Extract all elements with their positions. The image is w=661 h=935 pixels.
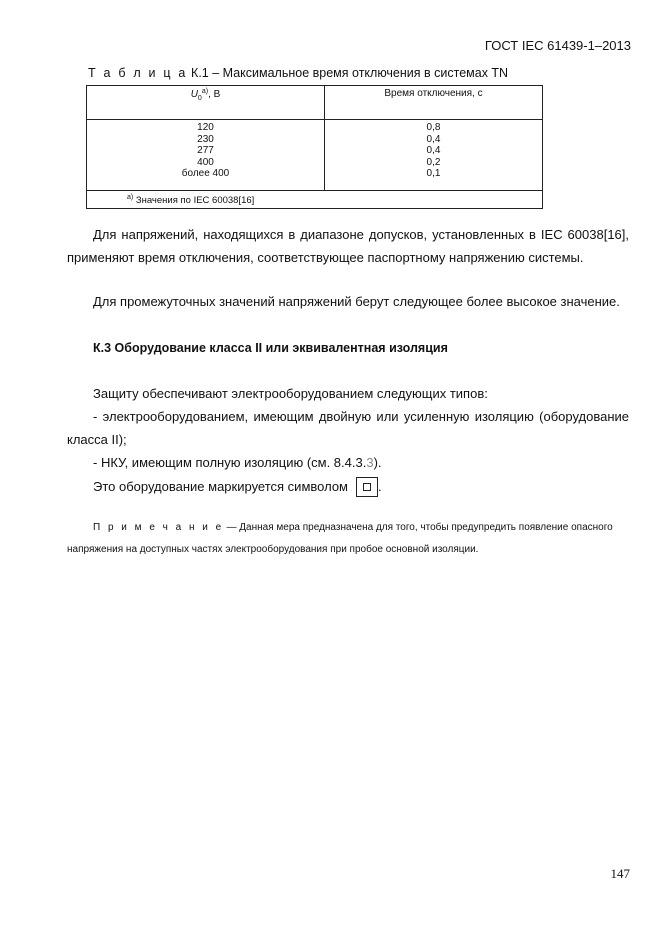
time-values: 0,8 0,4 0,4 0,2 0,1 [325,120,543,191]
disconnection-time-table [86,85,543,209]
table-caption [88,66,508,80]
table-header-time: Время отключения, с [325,86,543,120]
note-label: П р и м е ч а н и е [93,522,224,533]
body-line-protection: Защиту обеспечивают электрооборудованием следующих типов: [93,386,488,401]
body-line-symbol: Это оборудование маркируется символом . [67,476,629,499]
class-ii-symbol-icon [356,477,378,497]
table-footnote-row [87,191,543,209]
body-line-nku: - НКУ, имеющим полную изоляцию (см. 8.4.3.3). [93,455,382,470]
body-line-class2: - электрооборудованием, имеющим двойную или усиленную изоляцию (оборудование класса II); [67,409,629,447]
note [67,517,629,561]
voltage-values: 120 230 277 400 более 400 [87,120,325,191]
page-number: 147 [610,866,630,881]
table-caption-text: К.1 – Максимальное время отключения в системах TN [187,66,509,80]
document-header: ГОСТ IEC 61439-1–2013 [484,38,631,53]
paragraph-tolerance: Для напряжений, находящихся в диапазоне допусков, установленных в IEC 60038[16], применяют время отключения, соответствующее паспортному напряжению системы. [67,227,629,265]
table-values-row [87,120,543,191]
table-header-voltage: $U_0^{a)}$, В [87,86,325,120]
note-text: — Данная мера предназначена для того, чтобы предупредить появление опасного напряжения на доступных частях электрооборудования при пробое основной изоляции. [67,522,613,555]
section-heading: К.3 Оборудование класса II или эквивалентная изоляция [93,341,448,355]
table-footnote: $^{a)}$ Значения по IEC 60038[16] [87,191,543,209]
table-header-row [87,86,543,120]
table-caption-prefix: Т а б л и ц а [88,66,188,80]
paragraph-intermediate: Для промежуточных значений напряжений берут следующее более высокое значение. [93,294,620,309]
